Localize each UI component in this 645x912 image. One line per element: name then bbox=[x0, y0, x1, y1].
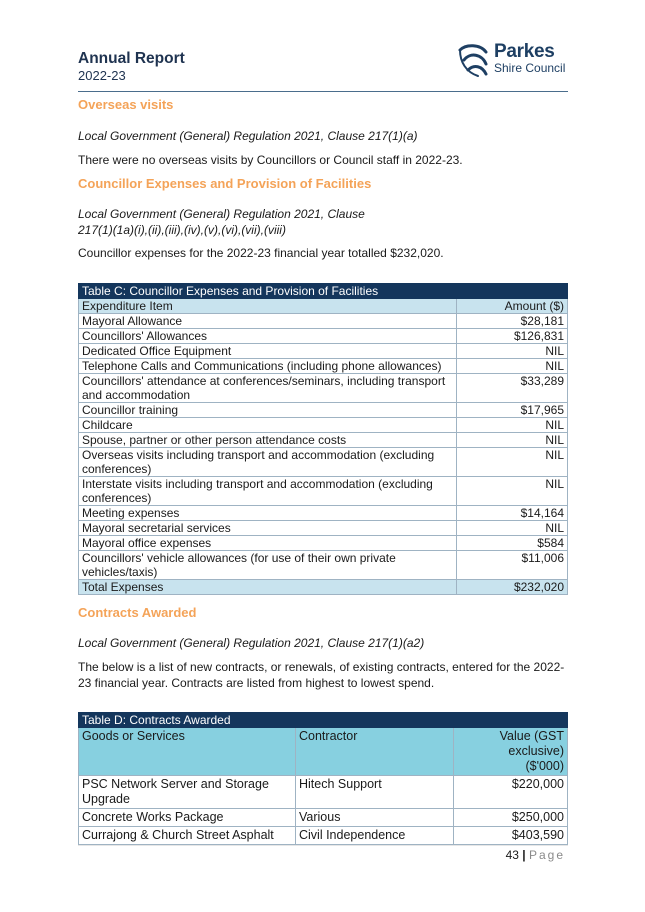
column-header-item: Expenditure Item bbox=[79, 299, 457, 314]
logo-name: Parkes bbox=[494, 41, 555, 62]
councillor-expenses-heading: Councillor Expenses and Provision of Facilities bbox=[78, 176, 372, 191]
item-cell: Councillors' attendance at conferences/seminars, including transport and accommodation bbox=[79, 374, 457, 403]
column-header-amount: Amount ($) bbox=[457, 299, 568, 314]
amount-cell: NIL bbox=[457, 448, 568, 477]
table-header-row bbox=[79, 299, 568, 314]
item-cell: Mayoral secretarial services bbox=[79, 521, 457, 536]
logo-subtitle: Shire Council bbox=[494, 61, 566, 75]
footer-separator: | bbox=[522, 848, 526, 862]
page-footer bbox=[506, 848, 565, 862]
item-cell: Dedicated Office Equipment bbox=[79, 344, 457, 359]
table-row bbox=[79, 329, 568, 344]
amount-cell: NIL bbox=[457, 344, 568, 359]
contracts-regulation: Local Government (General) Regulation 2021, Clause 217(1)(a2) bbox=[78, 636, 425, 650]
councillor-regulation-line-1: Local Government (General) Regulation 2021, Clause bbox=[78, 207, 365, 221]
goods-cell: PSC Network Server and Storage Upgrade bbox=[79, 776, 296, 809]
value-cell: $220,000 bbox=[454, 776, 568, 809]
table-row bbox=[79, 827, 568, 845]
amount-cell: $11,006 bbox=[457, 551, 568, 580]
contractor-cell: Hitech Support bbox=[296, 776, 454, 809]
amount-cell: $126,831 bbox=[457, 329, 568, 344]
report-title: Annual Report bbox=[78, 50, 185, 67]
table-caption: Table C: Councillor Expenses and Provision of Facilities bbox=[79, 284, 568, 299]
page-header bbox=[78, 42, 568, 92]
column-header-goods: Goods or Services bbox=[79, 728, 296, 776]
council-logo bbox=[456, 42, 568, 78]
table-row bbox=[79, 433, 568, 448]
item-cell: Spouse, partner or other person attendance costs bbox=[79, 433, 457, 448]
value-cell: $403,590 bbox=[454, 827, 568, 845]
table-total-row bbox=[79, 580, 568, 595]
item-cell: Mayoral Allowance bbox=[79, 314, 457, 329]
councillor-expenses-table bbox=[78, 283, 568, 595]
table-row bbox=[79, 809, 568, 827]
column-header-value-text: Value (GST exclusive) ($'000) bbox=[499, 729, 564, 773]
overseas-visits-heading: Overseas visits bbox=[78, 97, 174, 112]
footer-divider bbox=[78, 845, 568, 846]
table-row bbox=[79, 448, 568, 477]
total-amount: $232,020 bbox=[457, 580, 568, 595]
value-cell: $250,000 bbox=[454, 809, 568, 827]
table-caption-row bbox=[79, 284, 568, 299]
amount-cell: $17,965 bbox=[457, 403, 568, 418]
table-row bbox=[79, 536, 568, 551]
table-row bbox=[79, 506, 568, 521]
overseas-text: There were no overseas visits by Councillors or Council staff in 2022-23. bbox=[78, 153, 463, 167]
table-header-row bbox=[79, 728, 568, 776]
amount-cell: NIL bbox=[457, 359, 568, 374]
table-row bbox=[79, 477, 568, 506]
table-caption: Table D: Contracts Awarded bbox=[79, 713, 568, 728]
item-cell: Interstate visits including transport and accommodation (excluding conferences) bbox=[79, 477, 457, 506]
overseas-regulation: Local Government (General) Regulation 2021, Clause 217(1)(a) bbox=[78, 129, 418, 143]
amount-cell: NIL bbox=[457, 521, 568, 536]
table-row bbox=[79, 776, 568, 809]
column-header-contractor: Contractor bbox=[296, 728, 454, 776]
amount-cell: NIL bbox=[457, 477, 568, 506]
table-row bbox=[79, 521, 568, 536]
amount-cell: NIL bbox=[457, 433, 568, 448]
amount-cell: $584 bbox=[457, 536, 568, 551]
contracts-text: The below is a list of new contracts, or renewals, of existing contracts, entered for the 2022-23 financial year. Contracts are listed from highest to lowest spend. bbox=[78, 660, 565, 690]
goods-cell: Currajong & Church Street Asphalt bbox=[79, 827, 296, 845]
amount-cell: $14,164 bbox=[457, 506, 568, 521]
councillor-expenses-text: Councillor expenses for the 2022-23 financial year totalled $232,020. bbox=[78, 246, 444, 260]
table-row bbox=[79, 359, 568, 374]
table-row bbox=[79, 374, 568, 403]
item-cell: Councillors' vehicle allowances (for use of their own private vehicles/taxis) bbox=[79, 551, 457, 580]
page-word: Page bbox=[528, 848, 565, 862]
amount-cell: NIL bbox=[457, 418, 568, 433]
table-row bbox=[79, 551, 568, 580]
contractor-cell: Various bbox=[296, 809, 454, 827]
councillor-regulation-line-2: 217(1)(1a)(i),(ii),(iii),(iv),(v),(vi),(vii),(viii) bbox=[78, 223, 286, 237]
item-cell: Councillor training bbox=[79, 403, 457, 418]
table-row bbox=[79, 314, 568, 329]
item-cell: Mayoral office expenses bbox=[79, 536, 457, 551]
page-number: 43 bbox=[505, 848, 519, 862]
amount-cell: $28,181 bbox=[457, 314, 568, 329]
councillor-regulation bbox=[78, 206, 568, 238]
amount-cell: $33,289 bbox=[457, 374, 568, 403]
table-caption-row bbox=[79, 713, 568, 728]
parkes-logo-icon bbox=[456, 42, 496, 78]
table-row bbox=[79, 344, 568, 359]
item-cell: Childcare bbox=[79, 418, 457, 433]
contracts-awarded-table bbox=[78, 712, 568, 845]
item-cell: Telephone Calls and Communications (including phone allowances) bbox=[79, 359, 457, 374]
table-row bbox=[79, 403, 568, 418]
report-year: 2022-23 bbox=[78, 68, 126, 83]
contractor-cell: Civil Independence bbox=[296, 827, 454, 845]
total-label: Total Expenses bbox=[79, 580, 457, 595]
item-cell: Overseas visits including transport and accommodation (excluding conferences) bbox=[79, 448, 457, 477]
goods-cell: Concrete Works Package bbox=[79, 809, 296, 827]
item-cell: Councillors' Allowances bbox=[79, 329, 457, 344]
item-cell: Meeting expenses bbox=[79, 506, 457, 521]
column-header-value bbox=[454, 728, 568, 776]
contracts-awarded-heading: Contracts Awarded bbox=[78, 605, 197, 620]
table-row bbox=[79, 418, 568, 433]
